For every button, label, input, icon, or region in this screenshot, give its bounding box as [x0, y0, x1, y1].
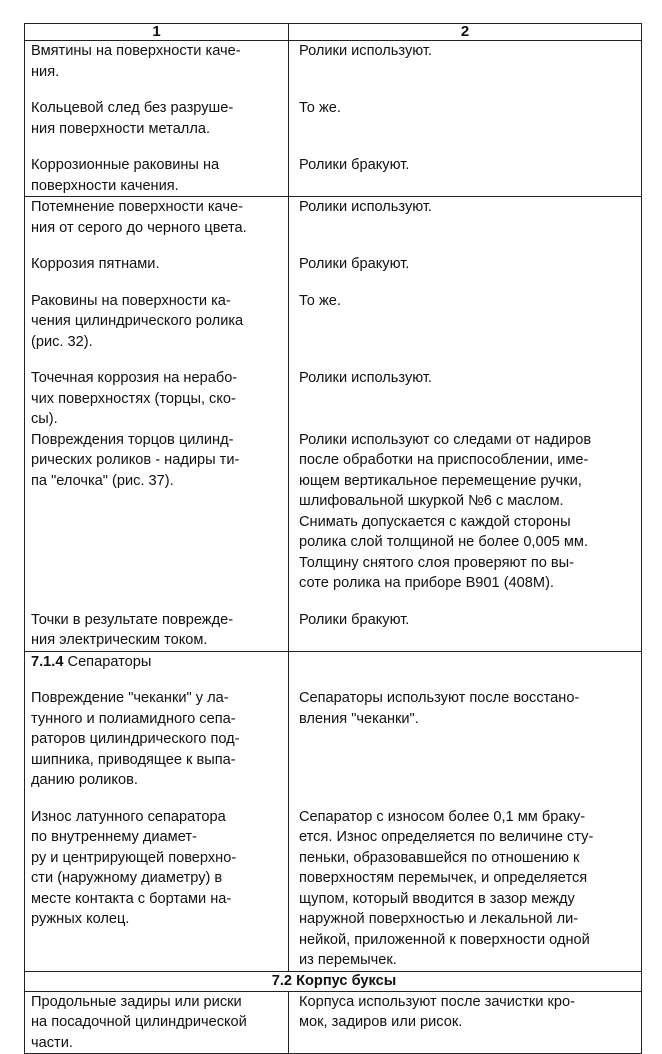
text-line: тунного и полиамидного сепа- [31, 710, 236, 727]
defect-cell [25, 155, 289, 197]
text-line: Повреждения торцов цилинд- [31, 431, 234, 448]
action-cell [289, 291, 642, 369]
subsection-title: Сепараторы [67, 653, 152, 670]
text-line: То же. [299, 292, 341, 309]
text-line: Толщину снятого слоя проверяют по вы- [299, 554, 575, 571]
text-line: ролика слой толщиной не более 0,005 мм. [299, 534, 589, 550]
subsection-number: 7.1.4 [31, 653, 64, 670]
text-line: Ролики бракуют. [299, 611, 410, 628]
table-row [25, 430, 642, 610]
text-line: чих поверхностях (торцы, ско- [31, 390, 236, 407]
action-cell [289, 155, 642, 197]
defect-cell [25, 610, 289, 652]
text-line: Точечная коррозия на нерабо- [31, 370, 238, 386]
text-line: (рис. 32). [31, 333, 93, 350]
text-line: Кольцевой след без разруше- [31, 100, 234, 116]
section-title: 7.2 Корпус буксы [25, 971, 642, 991]
defect-cell [25, 688, 289, 807]
text-line: соте ролика на приборе В901 (408М). [299, 575, 554, 591]
header-col-1: 1 [25, 24, 289, 41]
header-col-2: 2 [289, 24, 642, 41]
table-row [25, 254, 642, 291]
text-line: нейкой, приложенной к поверхности одной [299, 931, 590, 948]
table-row [25, 610, 642, 652]
text-line: шлифовальной шкуркой №6 с маслом. [299, 493, 564, 509]
text-line: по внутреннему диамет- [31, 829, 197, 845]
defect-cell [25, 368, 289, 430]
text-line: Раковины на поверхности ка- [31, 292, 231, 309]
text-line: ния от серого до черного цвета. [31, 219, 247, 236]
text-line: Точки в результате поврежде- [31, 611, 234, 628]
action-cell [289, 610, 642, 652]
subsection-heading [31, 652, 284, 673]
table-row [25, 155, 642, 197]
text-line: Сепаратор с износом более 0,1 мм брaку- [299, 808, 586, 825]
text-line: Коррозионные раковины на [31, 157, 220, 173]
text-line: сти (наружному диаметру) в [31, 870, 223, 886]
action-cell [289, 368, 642, 430]
text-line: сы). [31, 411, 58, 427]
action-cell [289, 254, 642, 291]
table-row-last [25, 991, 642, 1054]
text-line: наружной поверхностью и лекальной ли- [299, 911, 579, 927]
text-line: Ролики используют со следами от надиров [299, 431, 592, 448]
defect-cell [25, 991, 289, 1054]
text-line: Сепараторы используют после восстано- [299, 690, 580, 706]
text-line: ния. [31, 63, 60, 80]
text-line: после обработки на приспособлении, име- [299, 452, 589, 468]
text-line: на посадочной цилиндрической [31, 1014, 247, 1030]
text-line: па "елочка" (рис. 37). [31, 472, 174, 489]
text-line: Ролики бракуют. [299, 157, 410, 173]
action-cell [289, 41, 642, 99]
text-line: части. [31, 1034, 73, 1051]
defect-cell [25, 807, 289, 972]
text-line: Коррозия пятнами. [31, 256, 160, 272]
text-line: шипника, приводящее к выпа- [31, 751, 236, 768]
text-line: Ролики бракуют. [299, 256, 410, 272]
action-cell [289, 991, 642, 1054]
action-cell [289, 688, 642, 807]
table-row [25, 688, 642, 807]
table-body [25, 41, 642, 972]
defect-cell [25, 98, 289, 155]
defect-cell [25, 197, 289, 255]
text-line: данию роликов. [31, 772, 138, 788]
text-line: щупом, который вводится в зазор между [299, 890, 575, 907]
text-line: Продольные задиры или риски [31, 993, 242, 1010]
text-line: мок, задиров или рисок. [299, 1014, 463, 1030]
text-line: поверхностям перемычек, и определяется [299, 870, 588, 886]
inspection-table [24, 23, 642, 1054]
table-row [25, 197, 642, 255]
text-line: ется. Износ определяется по величине сту- [299, 829, 594, 845]
text-line: ру и центрирующей поверхно- [31, 849, 237, 866]
table-row [25, 651, 642, 688]
defect-cell [25, 41, 289, 99]
text-line: раторов цилиндрического под- [31, 731, 240, 747]
header-row [25, 24, 642, 41]
text-line: чения цилиндрического ролика [31, 313, 244, 329]
text-line: ружных колец. [31, 911, 130, 927]
text-line: Ролики используют. [299, 370, 432, 386]
text-line: пеньки, образовавшейся по отношению к [299, 849, 580, 866]
text-line: Повреждение "чеканки" у ла- [31, 690, 229, 706]
text-line: ния поверхности металла. [31, 120, 211, 137]
text-line: Ролики используют. [299, 43, 432, 59]
text-line: рических роликов - надиры ти- [31, 452, 240, 468]
table-row [25, 291, 642, 369]
text-line: Вмятины на поверхности каче- [31, 43, 241, 59]
text-line: из перемычек. [299, 952, 397, 968]
table-row [25, 41, 642, 99]
action-cell [289, 197, 642, 255]
text-line: вления "чеканки". [299, 710, 419, 727]
text-line: Снимать допускается с каждой стороны [299, 513, 571, 530]
text-line: поверхности качения. [31, 177, 179, 194]
text-line: Потемнение поверхности каче- [31, 199, 243, 215]
text-line: Корпуса используют после зачистки кро- [299, 993, 575, 1010]
text-line: Износ латунного сепаратора [31, 808, 226, 825]
text-line: ния электрическим током. [31, 632, 208, 648]
text-line: месте контакта с бортами на- [31, 890, 232, 907]
text-line: То же. [299, 100, 341, 116]
action-cell [289, 430, 642, 610]
defect-cell [25, 254, 289, 291]
table-row [25, 98, 642, 155]
table-row [25, 807, 642, 972]
table-row [25, 368, 642, 430]
text-line: ющем вертикальное перемещение ручки, [299, 472, 582, 489]
subsection-heading-cell [25, 651, 289, 688]
text-line: Ролики используют. [299, 199, 432, 215]
action-cell [289, 98, 642, 155]
section-row [25, 971, 642, 991]
defect-cell [25, 291, 289, 369]
action-cell [289, 651, 642, 688]
defect-cell [25, 430, 289, 610]
action-cell [289, 807, 642, 972]
